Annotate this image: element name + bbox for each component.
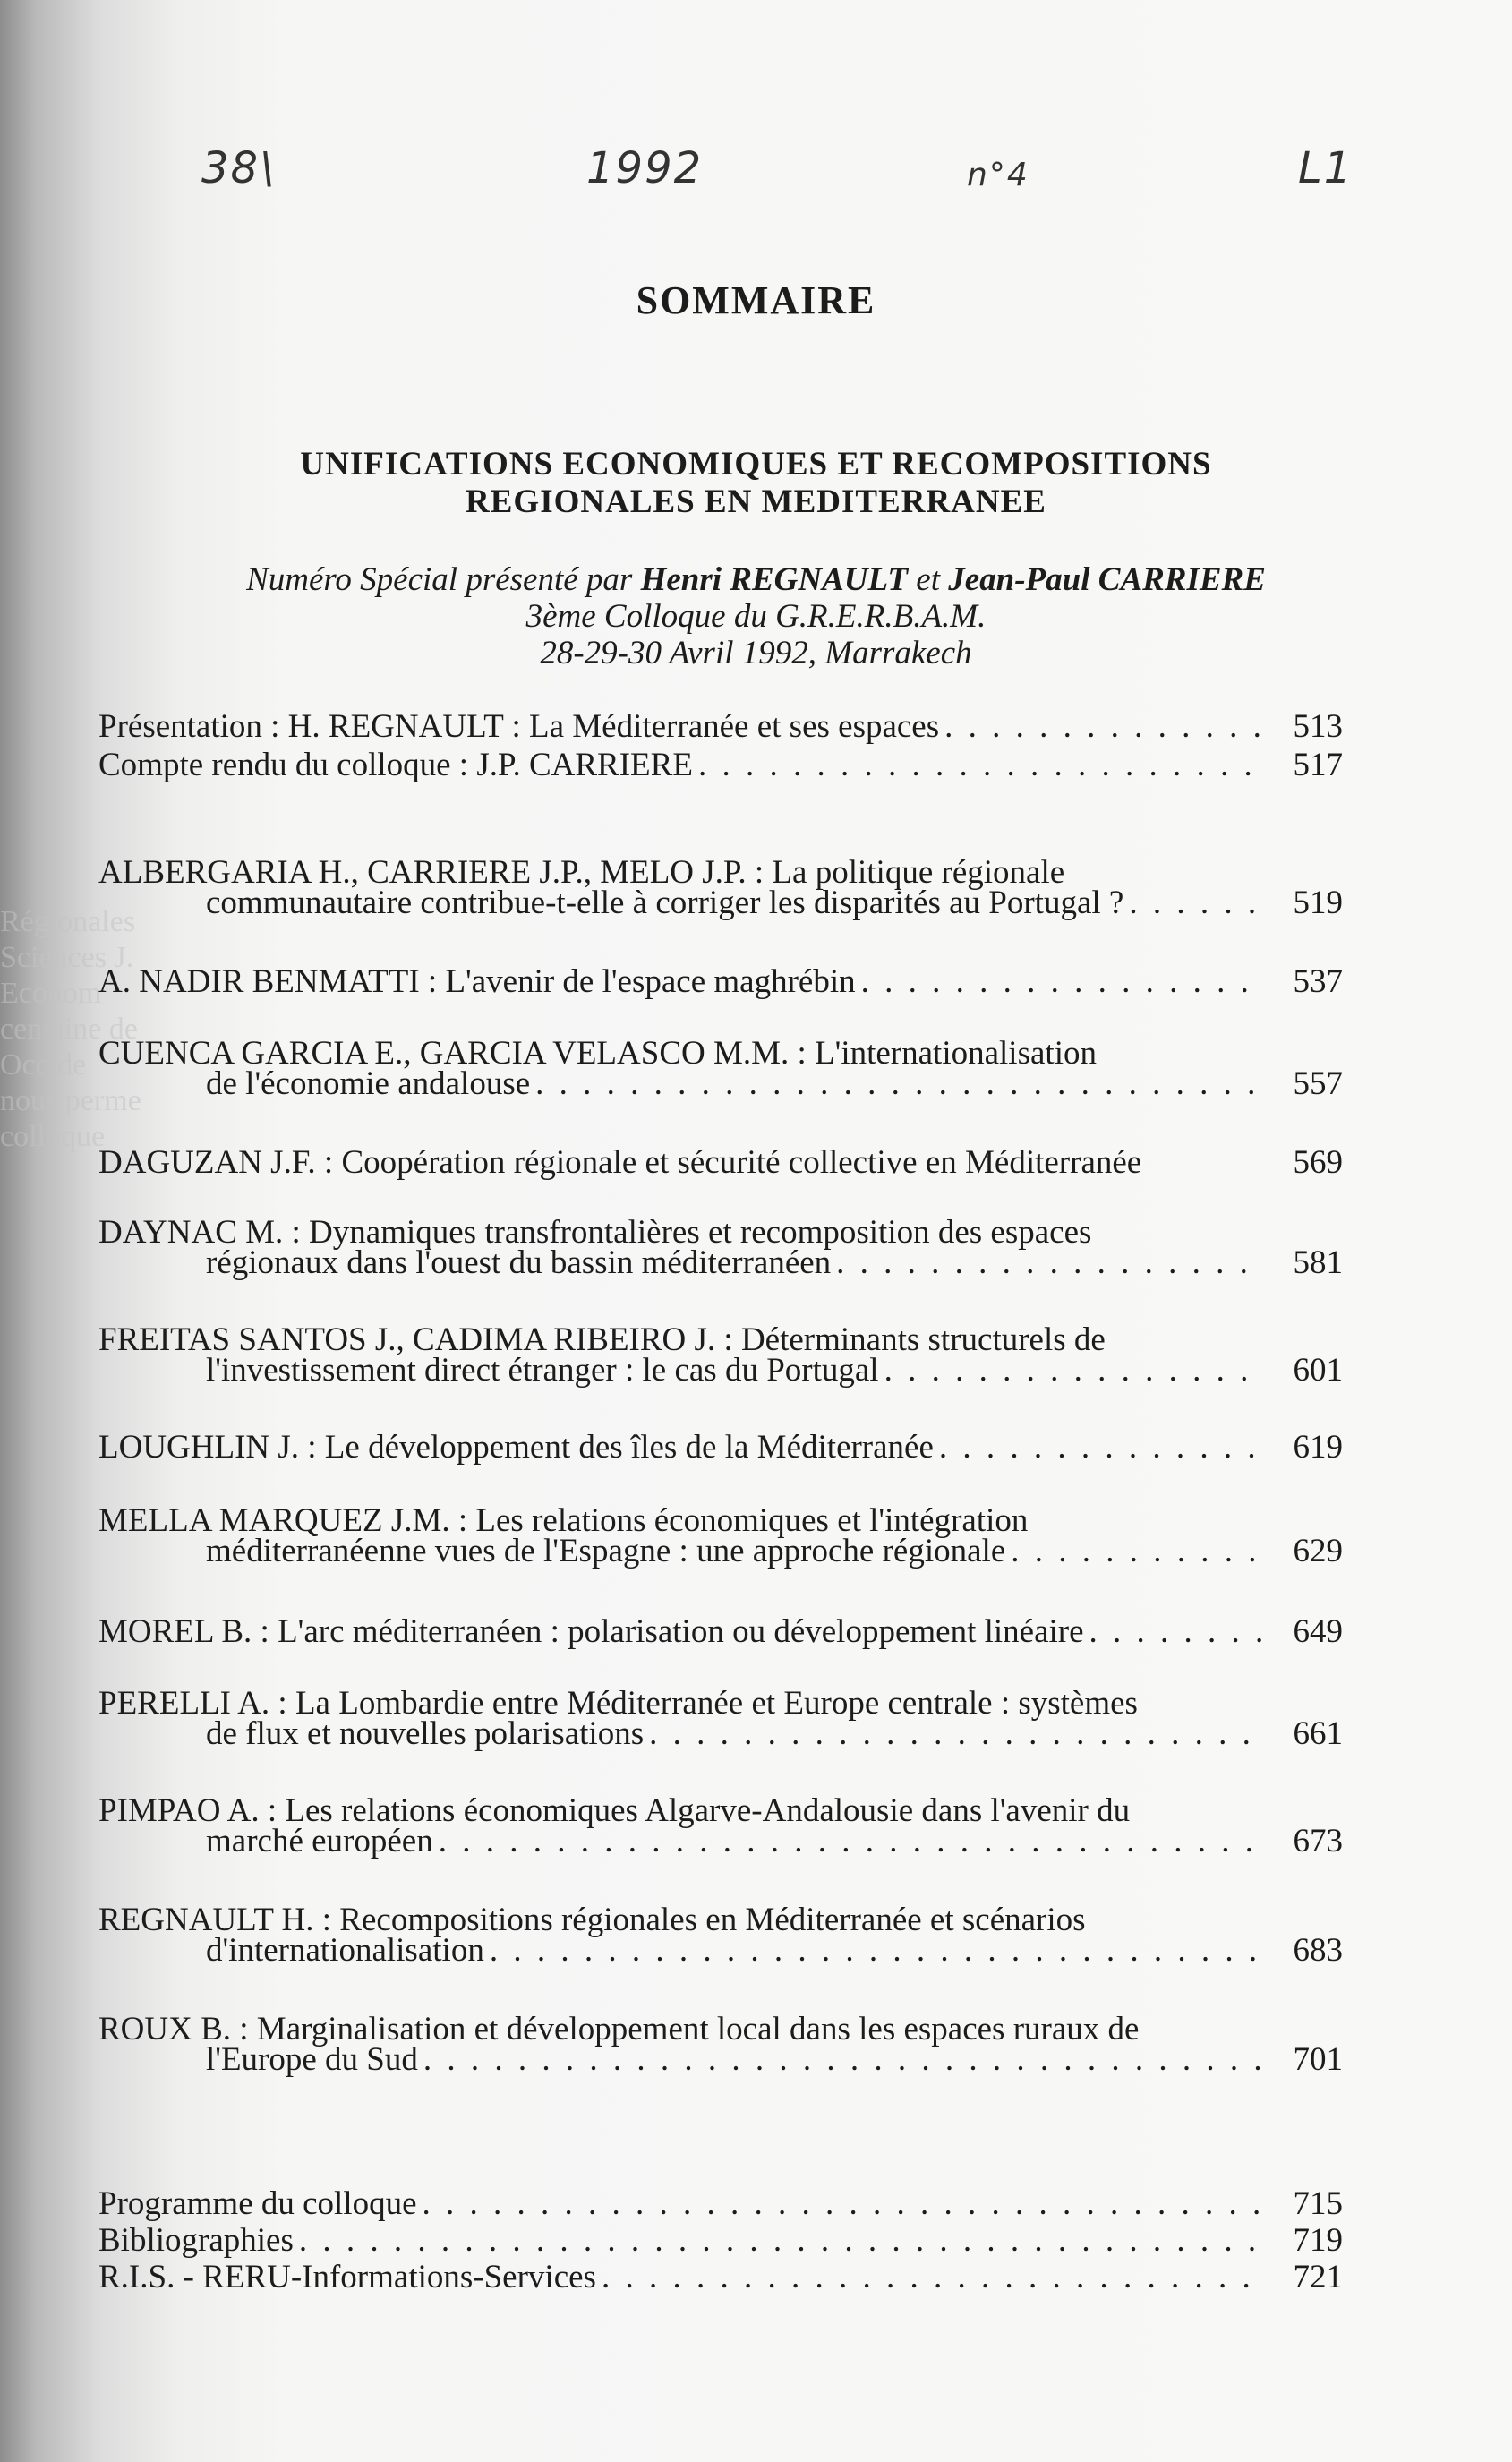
toc-article-entry — [98, 1321, 1343, 1389]
toc-entry-text: de flux et nouvelles polarisations — [206, 1715, 645, 1752]
issue-subtitle — [0, 446, 1512, 521]
subtitle-line-1: UNIFICATIONS ECONOMIQUES ET RECOMPOSITIONS — [300, 446, 1212, 483]
toc-page-number: 629 — [1293, 1533, 1343, 1569]
leader-dots — [698, 750, 1264, 781]
toc-entry-text: communautaire contribue-t-elle à corriger les disparités au Portugal ? — [206, 885, 1124, 921]
toc-closing-entry — [98, 2222, 1343, 2259]
toc-entry-text: PIMPAO A. : Les relations économiques Algarve-Andalousie dans l'avenir du — [98, 1792, 1131, 1829]
presented-line-2: 3ème Colloque du G.R.E.R.B.A.M. — [525, 598, 987, 635]
presented-line-3: 28-29-30 Avril 1992, Marrakech — [540, 635, 972, 671]
toc-entry-text: R.I.S. - RERU-Informations-Services — [98, 2259, 596, 2295]
toc-article-entry — [98, 1035, 1343, 1102]
toc-page-number: 673 — [1293, 1823, 1343, 1859]
subtitle-line-2: REGIONALES EN MEDITERRANEE — [466, 483, 1046, 520]
toc-article-entry — [98, 1902, 1343, 1969]
toc-article-entry — [98, 1613, 1343, 1650]
toc-entry-text: DAYNAC M. : Dynamiques transfrontalières et recomposition des espaces — [98, 1214, 1092, 1251]
handwritten-note-2: 1992 — [586, 143, 704, 193]
toc-page-number: 569 — [1293, 1144, 1343, 1181]
toc-entry-text: l'Europe du Sud — [206, 2041, 418, 2078]
toc-entry-text: PERELLI A. : La Lombardie entre Méditerranée et Europe centrale : systèmes — [98, 1685, 1138, 1722]
leader-dots — [884, 1355, 1264, 1386]
toc-article-entry — [98, 1429, 1343, 1466]
toc-page-number: 557 — [1293, 1065, 1343, 1102]
handwritten-note-1: 38\ — [201, 143, 277, 193]
toc-entry-text: ALBERGARIA H., CARRIERE J.P., MELO J.P. : La politique régionale — [98, 854, 1065, 891]
toc-page-number: 721 — [1293, 2259, 1343, 2295]
toc-entry-text: DAGUZAN J.F. : Coopération régionale et sécurité collective en Méditerranée — [98, 1144, 1142, 1181]
leader-dots — [861, 967, 1264, 997]
leader-dots — [1089, 1617, 1264, 1647]
toc-article-entry — [98, 963, 1343, 1000]
toc-page-number: 517 — [1293, 747, 1343, 783]
toc-page-number: 715 — [1293, 2185, 1343, 2222]
presented-by — [0, 561, 1512, 671]
leader-dots — [1129, 888, 1264, 919]
toc-entry-text: Bibliographies — [98, 2222, 294, 2259]
toc-entry-text: méditerranéenne vues de l'Espagne : une approche régionale — [206, 1533, 1006, 1569]
handwritten-note-4: L1 — [1298, 143, 1354, 193]
toc-entry-text: d'internationalisation — [206, 1932, 484, 1969]
toc-article-entry — [98, 854, 1343, 921]
leader-dots — [535, 1069, 1264, 1099]
leader-dots — [836, 1248, 1264, 1278]
toc-page-number: 683 — [1293, 1932, 1343, 1969]
presented-and: et — [916, 561, 940, 598]
toc-article-entry — [98, 1214, 1343, 1281]
author-2: Jean-Paul CARRIERE — [948, 561, 1266, 598]
leader-dots — [649, 1719, 1264, 1749]
toc-article-entry — [98, 2011, 1343, 2078]
toc-intro-entry — [98, 747, 1343, 783]
toc-entry-text: ROUX B. : Marginalisation et développement local dans les espaces ruraux de — [98, 2011, 1140, 2047]
leader-dots — [939, 1432, 1264, 1463]
toc-closing-entry — [98, 2185, 1343, 2222]
leader-dots — [423, 2189, 1264, 2219]
toc-page-number: 701 — [1293, 2041, 1343, 2078]
toc-page-number: 619 — [1293, 1429, 1343, 1466]
toc-article-entry — [98, 1144, 1343, 1181]
toc-entry-text: MOREL B. : L'arc méditerranéen : polarisation ou développement linéaire — [98, 1613, 1084, 1650]
toc-entry-text: Présentation : H. REGNAULT : La Méditerranée et ses espaces — [98, 708, 940, 745]
leader-dots — [299, 2226, 1264, 2256]
handwritten-note-3: n°4 — [967, 157, 1029, 193]
leader-dots — [490, 1936, 1264, 1966]
toc-entry-text: de l'économie andalouse — [206, 1065, 531, 1102]
toc-closing-entry — [98, 2259, 1343, 2295]
author-1: Henri REGNAULT — [640, 561, 909, 598]
toc-page-number: 649 — [1293, 1613, 1343, 1650]
toc-entry-text: REGNAULT H. : Recompositions régionales en Méditerranée et scénarios — [98, 1902, 1086, 1938]
leader-dots — [1011, 1536, 1264, 1567]
presented-line-1 — [0, 561, 1512, 598]
page-title: SOMMAIRE — [636, 278, 876, 322]
toc-entry-text: CUENCA GARCIA E., GARCIA VELASCO M.M. : L'internationalisation — [98, 1035, 1097, 1072]
presented-prefix: Numéro Spécial présenté par — [246, 561, 633, 598]
toc-article-entry — [98, 1502, 1343, 1569]
toc-entry-text: régionaux dans l'ouest du bassin méditerranéen — [206, 1244, 832, 1281]
toc-page-number: 601 — [1293, 1352, 1343, 1389]
toc-entry-text: MELLA MARQUEZ J.M. : Les relations économiques et l'intégration — [98, 1502, 1029, 1539]
toc-page-number: 719 — [1293, 2222, 1343, 2259]
leader-dots — [423, 2045, 1264, 2075]
toc-entry-text: Programme du colloque — [98, 2185, 417, 2222]
toc-article-entry — [98, 1792, 1343, 1859]
toc-entry-text: marché européen — [206, 1823, 433, 1859]
toc-entry-text: LOUGHLIN J. : Le développement des îles de la Méditerranée — [98, 1429, 934, 1466]
toc-entry-text: A. NADIR BENMATTI : L'avenir de l'espace maghrébin — [98, 963, 856, 1000]
toc-intro-entry — [98, 708, 1343, 745]
bleed-through: Régionales Sciences J. Econom centaine de Occide nous perme colloque — [0, 905, 141, 1153]
leader-dots — [944, 712, 1264, 742]
leader-dots — [602, 2262, 1264, 2293]
toc-entry-text: l'investissement direct étranger : le cas du Portugal — [206, 1352, 879, 1389]
toc-page-number: 661 — [1293, 1715, 1343, 1752]
toc-page-number: 513 — [1293, 708, 1343, 745]
toc-article-entry — [98, 1685, 1343, 1752]
toc-entry-text: Compte rendu du colloque : J.P. CARRIERE — [98, 747, 693, 783]
toc-entry-text: FREITAS SANTOS J., CADIMA RIBEIRO J. : Déterminants structurels de — [98, 1321, 1106, 1358]
toc-page-number: 581 — [1293, 1244, 1343, 1281]
toc-page-number: 519 — [1293, 885, 1343, 921]
leader-dots — [439, 1826, 1264, 1857]
toc-page-number: 537 — [1293, 963, 1343, 1000]
